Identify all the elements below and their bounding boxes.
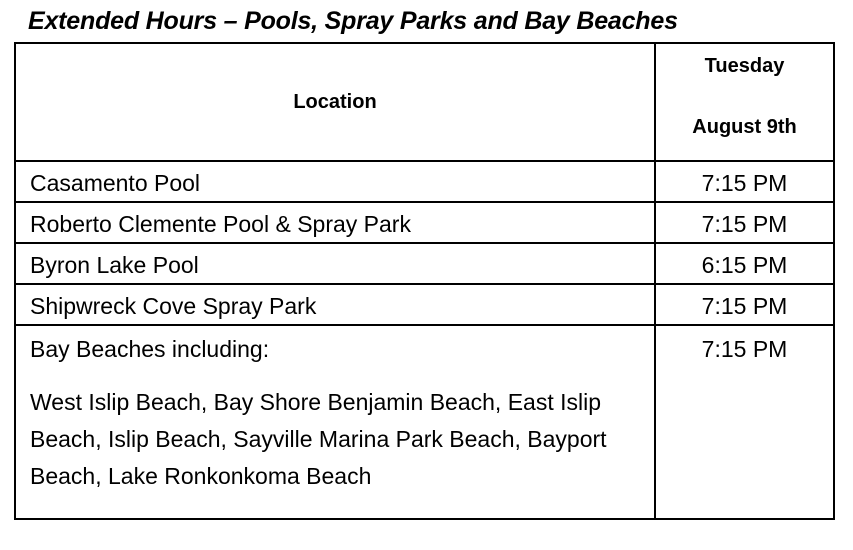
header-date: August 9th [692,116,797,138]
date-column-header [655,43,834,161]
table-header-row [15,43,834,161]
table-row [15,284,834,325]
time-cell: 7:15 PM [655,284,834,325]
time-cell: 6:15 PM [655,243,834,284]
location-cell: Shipwreck Cove Spray Park [15,284,655,325]
location-cell: Casamento Pool [15,161,655,202]
bay-beaches-time-cell: 7:15 PM [655,325,834,519]
location-cell: Byron Lake Pool [15,243,655,284]
header-day: Tuesday [704,55,785,77]
bay-beaches-list: West Islip Beach, Bay Shore Benjamin Beach, East Islip Beach, Islip Beach, Sayville Marina Park Beach, Bayport Beach, Lake Ronkonkoma Beach [30,389,607,489]
table-row [15,161,834,202]
document-title: Extended Hours – Pools, Spray Parks and Bay Beaches [28,7,678,35]
location-column-header: Location [15,43,655,161]
extended-hours-table [14,42,835,520]
bay-beaches-heading: Bay Beaches including: [30,336,270,362]
location-cell: Roberto Clemente Pool & Spray Park [15,202,655,243]
bay-beaches-row [15,325,834,519]
time-cell: 7:15 PM [655,161,834,202]
time-cell: 7:15 PM [655,202,834,243]
table-row [15,243,834,284]
table-row [15,202,834,243]
bay-beaches-cell [15,325,655,519]
